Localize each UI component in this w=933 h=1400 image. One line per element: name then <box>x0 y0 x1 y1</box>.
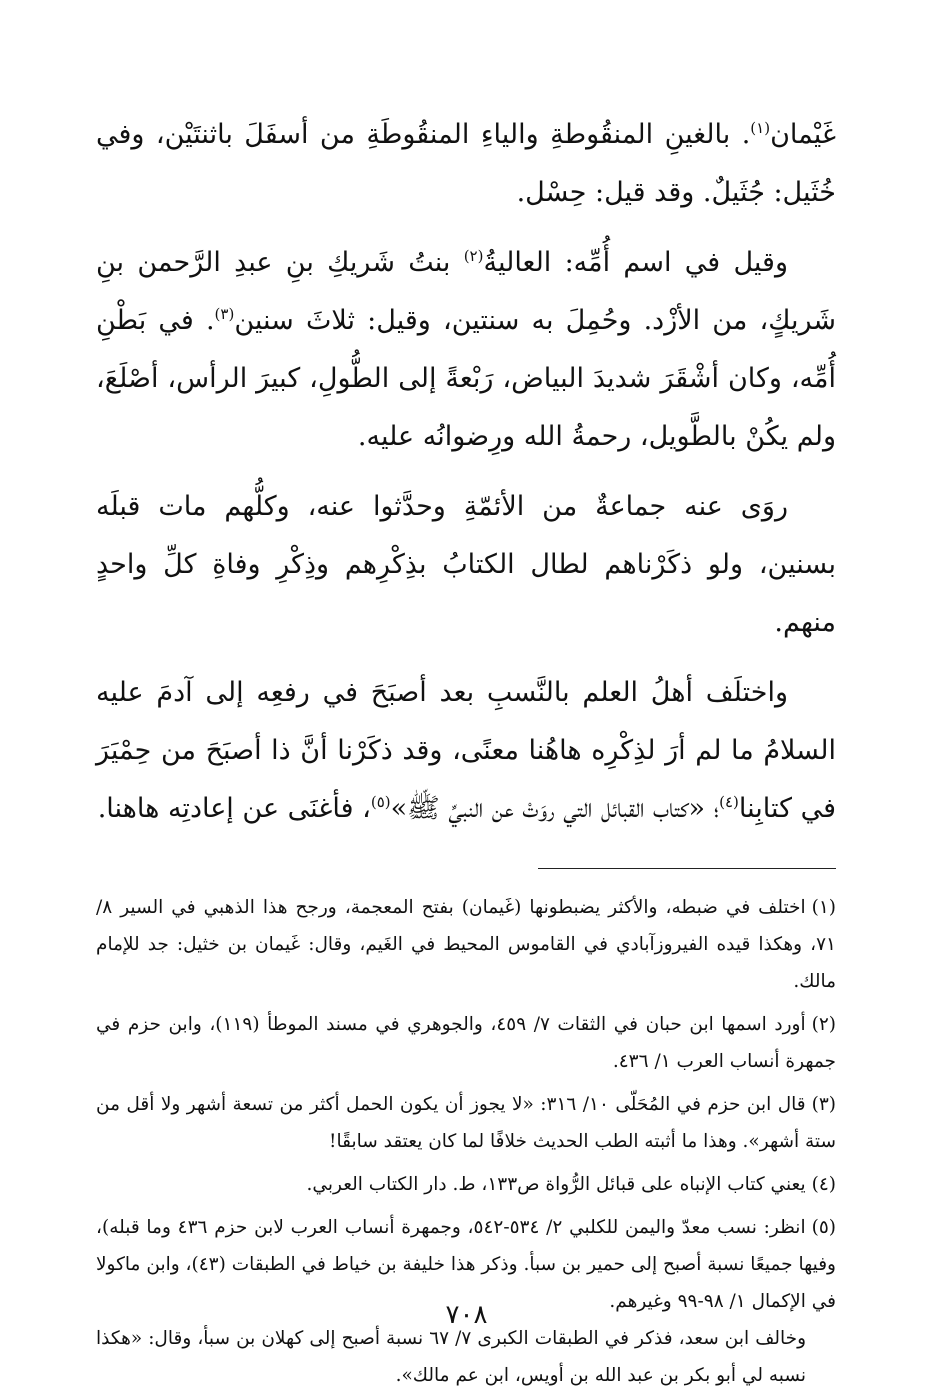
footnote-ref-2[interactable]: (٢) <box>463 247 484 265</box>
paragraph-1 <box>96 106 836 222</box>
footnote-text: يعني كتاب الإنباه على قبائل الرُّواة ص١٣٣، ط. دار الكتاب العربي. <box>306 1174 806 1195</box>
footnote-text: أورد اسمها ابن حبان في الثقات ٧/ ٤٥٩، والجوهري في مسند الموطأ (١١٩)، وابن حزم في جمهرة أنساب العرب ١/ ٤٣٦. <box>96 1014 836 1072</box>
paragraph-2-text-b: بنتُ شَريكِ بنِ عبدِ الرَّحمن بنِ شَريكٍ، من الأزْد. وحُمِلَ به سنتين، وقيل: ثلاثَ سنين <box>96 247 836 336</box>
footnote-2 <box>96 1006 836 1080</box>
footnote-text: اختلف في ضبطه، والأكثر يضبطونها (غَيمان) بفتح المعجمة، ورجح هذا الذهبي في السير ٨/ ٧١، وهكذا قيده الفيروزآبادي في القاموس المحيط في الغَيم، وقال: غَيمان بن خثيل: جد للإمام مالك. <box>96 897 836 992</box>
paragraph-2-text-c: . في بَطْنِ أُمِّه، وكان أشْقَرَ شديدَ البياض، رَبْعةً إلى الطُّولِ، كبيرَ الرأس، أصْلَعَ، ولم يكُنْ بالطَّويل، رحمةُ الله ورِضوانُه عليه. <box>96 305 836 452</box>
paragraph-4-text-a: واختلَف أهلُ العلم بالنَّسبِ بعد أصبَحَ في رفعِه إلى آدمَ عليه السلامُ ما لم أرَ لذِكْرِه هاهُنا معنًى، وقد ذكَرْنا أنَّ ذا أصبَحَ من حِمْيَرَ في كتابِنا <box>96 677 836 824</box>
paragraph-1-text-a: غَيْمان <box>770 119 836 150</box>
paragraph-2-text-a: وقيل في اسم أُمِّه: العاليةُ <box>483 247 788 278</box>
footnote-number: (٥) <box>811 1217 836 1238</box>
footnote-text: انظر: نسب معدّ واليمن للكلبي ٢/ ٥٣٤-٥٤٢، وجمهرة أنساب العرب لابن حزم ٤٣٦ وما قبله)، وفيها جميعًا نسبة أصبح إلى حمير بن سبأ. وذكر هذا خليفة بن خياط في الطبقات (٤٣)، وابن ماكولا في الإكمال ١/ ٩٨-٩٩ وغيرهم. <box>96 1217 836 1312</box>
footnote-number: (١) <box>811 897 836 918</box>
footnote-ref-1[interactable]: (١) <box>750 119 771 137</box>
footnote-ref-5[interactable]: (٥) <box>370 793 391 811</box>
paragraph-2 <box>96 234 836 466</box>
paragraph-3: روَى عنه جماعةٌ من الأئمّةِ وحدَّثوا عنه، وكلُّهم مات قبلَه بسنين، ولو ذكَرْناهم لطال الكتابُ بذِكْرِهم وذِكْرِ وفاةِ كلِّ واحدٍ منهم. <box>96 491 836 638</box>
footnote-3 <box>96 1086 836 1160</box>
footnote-number: (٣) <box>811 1094 837 1115</box>
footnote-divider <box>538 868 836 869</box>
footnote-continuation: وخالف ابن سعد، فذكر في الطبقات الكبرى ٧/ ٦٧ نسبة أصبح إلى كهلان بن سبأ، وقال: «هكذا نسبه لي أبو بكر بن عبد الله بن أويس، ابن عم مالك». <box>96 1328 806 1386</box>
footnote-4 <box>96 1166 836 1203</box>
footnote-ref-4[interactable]: (٤) <box>719 793 739 811</box>
page-content <box>96 106 836 1400</box>
footnote-ref-3[interactable]: (٣) <box>214 305 235 323</box>
paragraph-4 <box>96 664 836 838</box>
footnote-number: (٤) <box>811 1174 836 1195</box>
footnote-text: قال ابن حزم في المُحَلّى ١٠/ ٣١٦: «لا يجوز أن يكون الحمل أكثر من تسعة أشهر ولا أقل من ستة أشهر». وهذا ما أثبته الطب الحديث خلافًا لما كان يعتقد سابقًا! <box>96 1094 836 1152</box>
footnote-number: (٢) <box>811 1014 836 1035</box>
main-text <box>96 106 836 838</box>
paragraph-4-text-c: ، فأغنَى عن إعادتِه هاهنا. <box>97 793 371 824</box>
paragraph-1-text-b: . بالغينِ المنقُوطةِ والياءِ المنقُوطَةِ من أسفَلَ باثنتَيْن، وفي خُثَيل: جُثَيلٌ. وقد قيل: حِسْل. <box>96 119 836 208</box>
paragraph-4-text-b: ؛ «كتاب القبائل التي روَتْ عن النبيِّ ﷺ» <box>390 793 720 824</box>
footnote-1 <box>96 889 836 1000</box>
page-number: ٧٠٨ <box>445 1300 488 1330</box>
